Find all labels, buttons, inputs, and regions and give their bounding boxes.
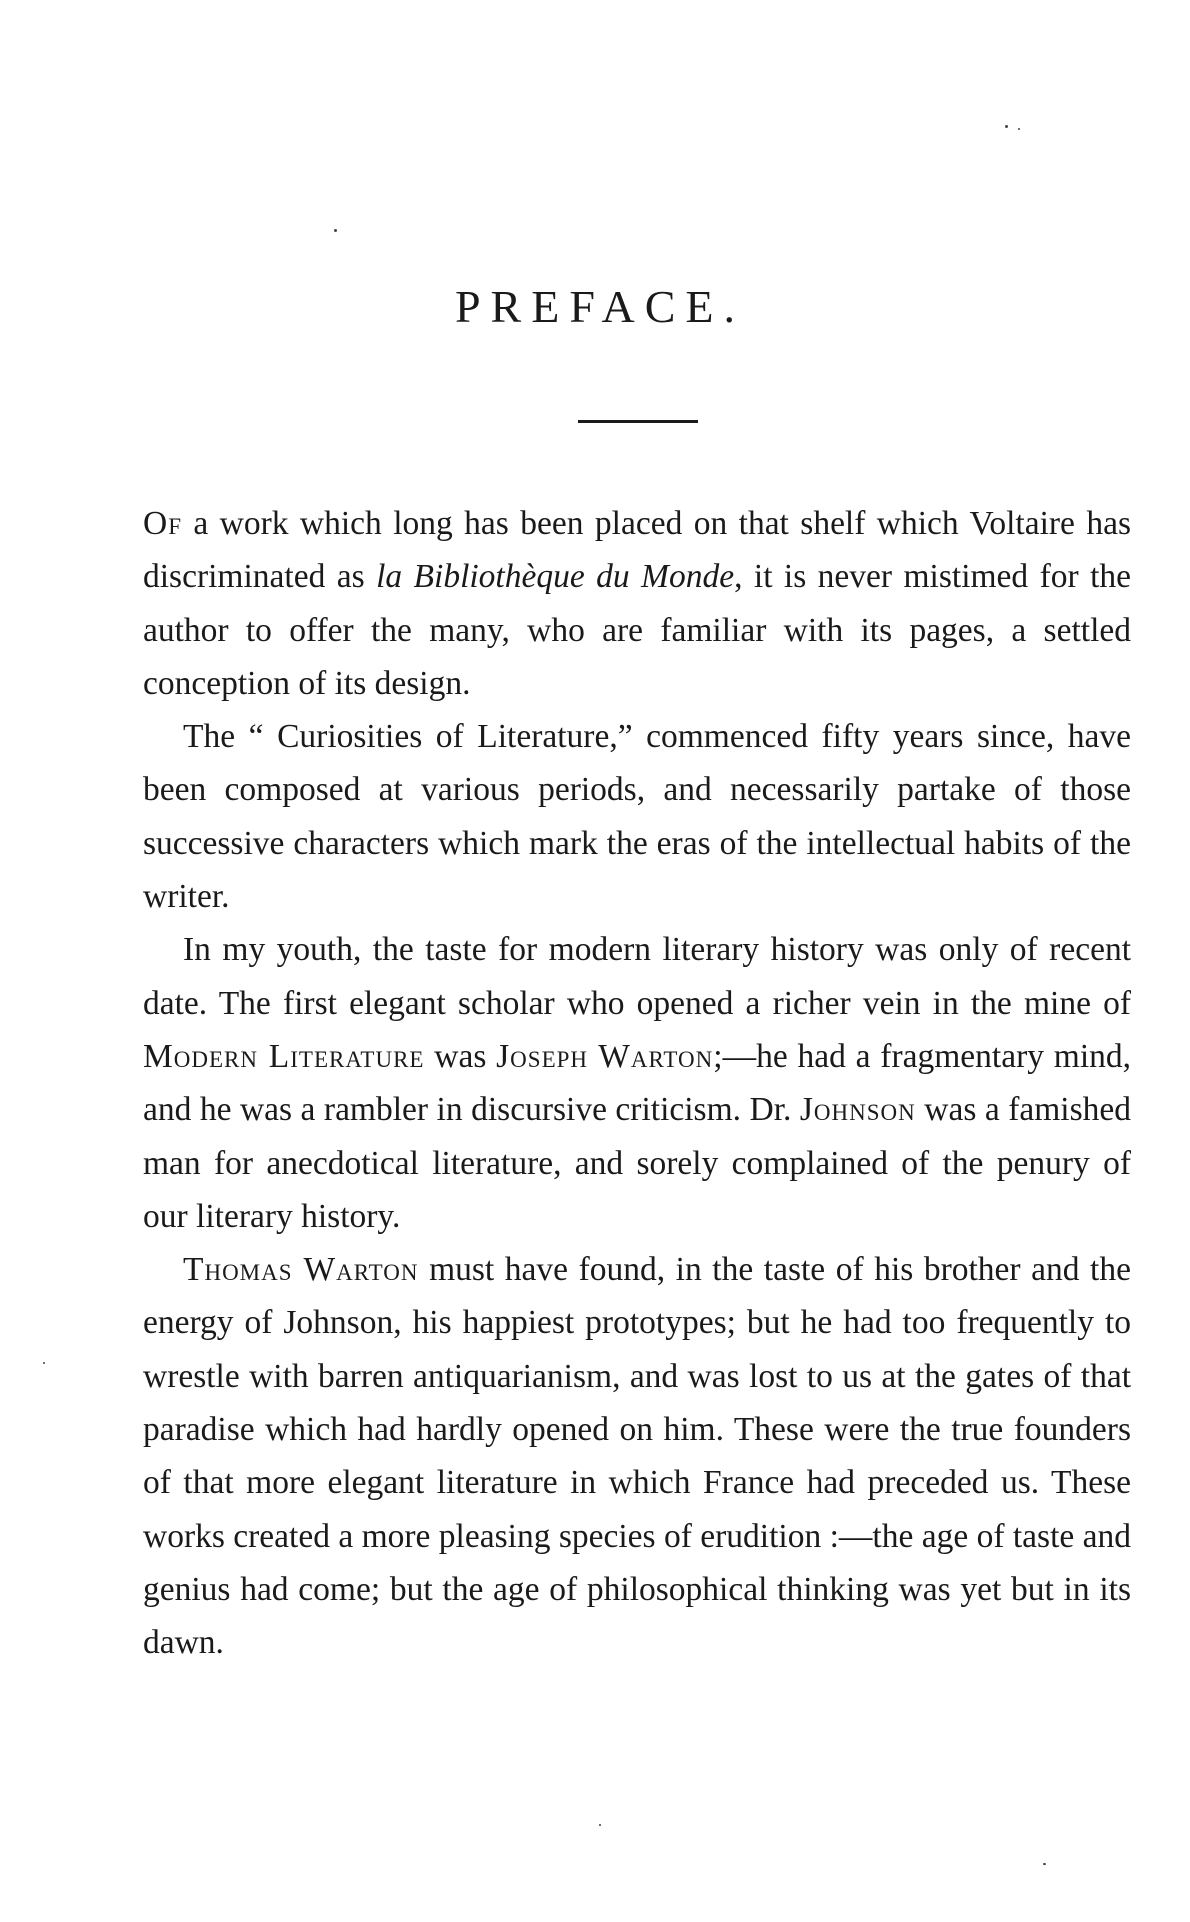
lead-word: Of (143, 505, 182, 542)
ink-speck (334, 229, 337, 232)
smallcaps-name: Thomas Warton (183, 1251, 419, 1289)
smallcaps-name: Johnson (799, 1091, 916, 1129)
paragraph-text: ;—he had a fragmentary mind, and he was a rambler in discursive criticism. Dr. (143, 1037, 1131, 1129)
paragraph-text: a work which long has been placed on that shelf which Voltaire has discriminated as (143, 505, 1131, 596)
paragraph-text: must have found, in the taste of his brother and the energy of Johnson, his happiest prototypes; but he had too frequently to wrestle with barren antiquarianism, and was lost to us at the gates of that paradise which had hardly opened on him. These were the true founders of that more elegant literature in which France had preceded us. These works created a more pleasing species of erudition :—the age of taste and genius had come; but the age of philosophical thinking was yet but in its dawn. (143, 1251, 1131, 1662)
preface-body (143, 497, 1131, 1670)
paragraph-3 (143, 923, 1131, 1243)
paragraph-text: In my youth, the taste for modern literary history was only of recent date. The first elegant scholar who opened a richer vein in the mine of (143, 931, 1131, 1022)
italic-title: la Bibliothèque du Monde (376, 558, 735, 596)
paragraph-text: , it is never mistimed for the author to offer the many, who are familiar with its pages, a settled conception of its design. (143, 558, 1131, 702)
paragraph-text: was (424, 1037, 497, 1075)
paragraph-1 (143, 497, 1131, 710)
title-rule (578, 420, 698, 423)
paragraph-2: The “ Curiosities of Literature,” commenced fifty years since, have been composed at various periods, and necessarily partake of those successive characters which mark the eras of the intellectual habits of the writer. (143, 718, 1131, 916)
smallcaps-name: Joseph Warton (496, 1037, 714, 1075)
ink-speck (1005, 125, 1008, 128)
ink-speck (1043, 1863, 1046, 1865)
ink-speck (1018, 128, 1020, 130)
smallcaps-name: Modern Literature (143, 1037, 425, 1075)
ink-speck (599, 1824, 601, 1826)
paragraph-text: was a famished man for anecdotical literature, and sorely complained of the penury of our literary history. (143, 1091, 1131, 1235)
ink-speck (43, 1362, 45, 1364)
page-title: PREFACE. (454, 281, 746, 332)
paragraph-4 (143, 1243, 1131, 1669)
